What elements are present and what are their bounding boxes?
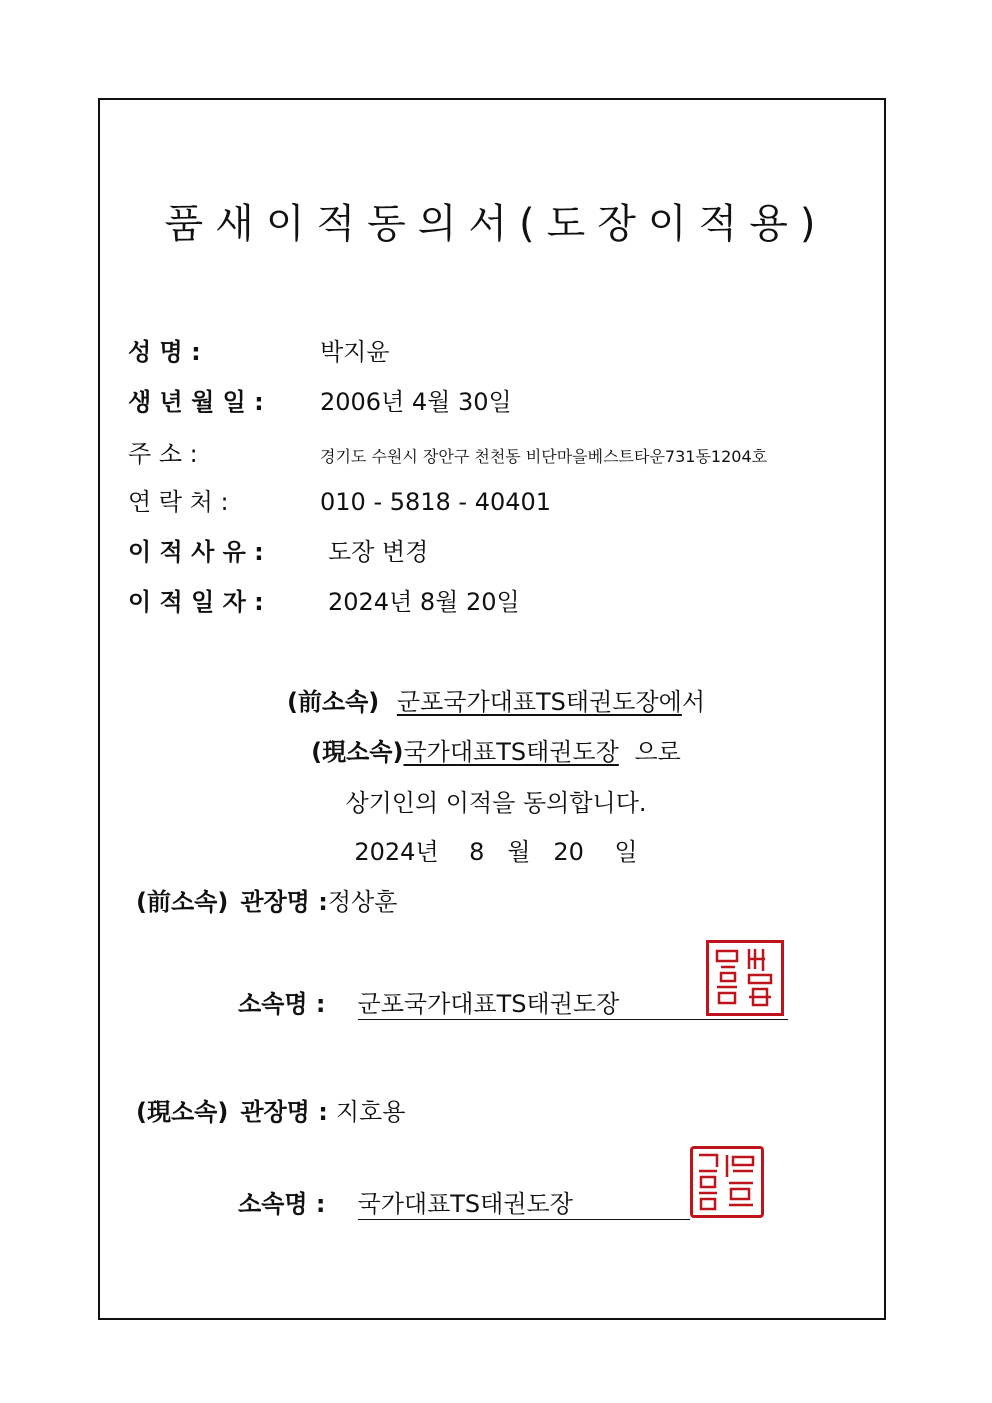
curr-affil-name: 국가대표TS태권도장 <box>357 1190 573 1218</box>
curr-header-label: 관장명 : <box>240 1098 328 1126</box>
prev-header-prefix: (前소속) <box>136 888 229 916</box>
curr-signature-line <box>358 1219 690 1220</box>
field-name-label: 성 명 : <box>128 338 201 366</box>
field-reason-label: 이 적 사 유 : <box>128 538 264 566</box>
curr-head-row <box>136 1092 405 1127</box>
field-name <box>128 332 390 367</box>
curr-affil-row <box>238 1184 573 1219</box>
field-date-label: 이 적 일 자 : <box>128 588 264 616</box>
field-birth <box>128 382 512 417</box>
document-title: 품새이적동의서(도장이적용) <box>164 201 828 247</box>
field-contact-label: 연 락 처 : <box>128 488 229 516</box>
statement-curr-prefix: (現소속) <box>311 738 404 766</box>
prev-affil-label: 소속명 : <box>238 990 326 1018</box>
field-contact-value: 010 - 5818 - 40401 <box>320 488 552 516</box>
field-reason <box>128 532 428 567</box>
statement-curr-suffix: 으로 <box>634 738 681 766</box>
field-contact <box>128 482 551 517</box>
field-name-value: 박지윤 <box>320 338 390 366</box>
curr-affil-label: 소속명 : <box>238 1190 326 1218</box>
field-address-label: 주 소 : <box>128 440 198 468</box>
field-address <box>128 434 767 469</box>
prev-affil-row <box>238 984 619 1019</box>
field-address-value: 경기도 수원시 장안구 천천동 비단마을베스트타운731동1204호 <box>320 447 768 466</box>
field-birth-value: 2006년 4월 30일 <box>320 388 512 416</box>
statement-current <box>0 732 992 767</box>
field-date <box>128 582 520 617</box>
curr-header-prefix: (現소속) <box>136 1098 229 1126</box>
statement-prev-prefix: (前소속) <box>286 688 380 716</box>
prev-signature-line <box>358 1019 788 1020</box>
prev-seal-stamp <box>706 940 784 1016</box>
statement-curr-dojang: 국가대표TS태권도장 <box>403 738 619 766</box>
field-birth-label: 생 년 월 일 : <box>128 388 264 416</box>
prev-head-row <box>136 882 397 917</box>
prev-head-name: 정상훈 <box>327 888 398 916</box>
prev-affil-name: 군포국가대표TS태권도장 <box>357 990 620 1018</box>
statement-previous <box>0 682 992 717</box>
field-date-value: 2024년 8월 20일 <box>328 588 520 616</box>
statement-prev-dojang: 군포국가대표TS태권도장에 <box>396 688 682 716</box>
curr-head-name: 지호용 <box>335 1098 406 1126</box>
statement-consent: 상기인의 이적을 동의합니다. <box>345 789 647 817</box>
curr-seal-stamp <box>690 1146 764 1218</box>
field-reason-value: 도장 변경 <box>328 538 429 566</box>
statement-date: 2024년 8 월 20 일 <box>354 838 638 866</box>
prev-header-label: 관장명 : <box>240 888 328 916</box>
statement-prev-suffix: 서 <box>681 688 706 716</box>
